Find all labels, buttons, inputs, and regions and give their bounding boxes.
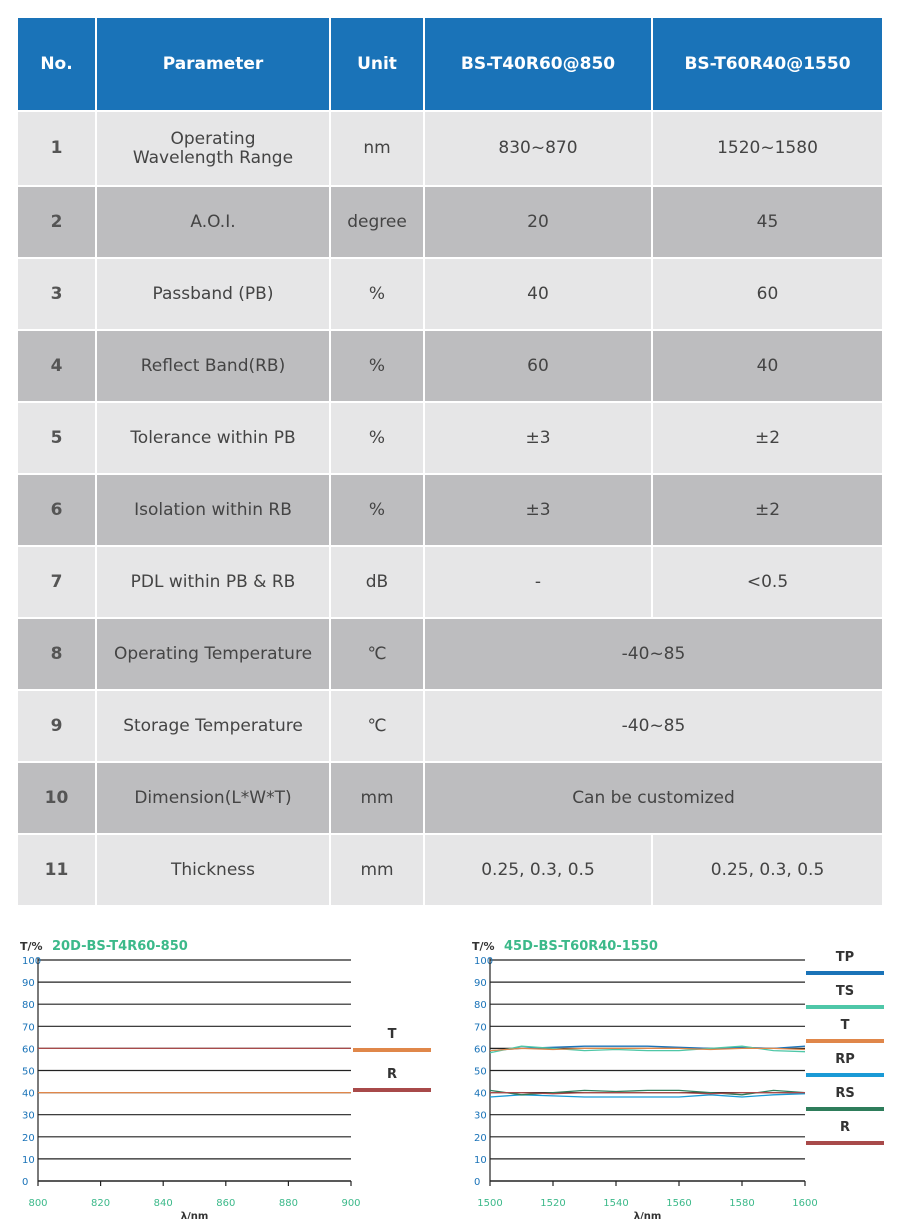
legend-swatch <box>353 1048 431 1052</box>
series-line-r <box>490 1093 805 1094</box>
value-cell-850: - <box>424 546 652 618</box>
y-tick-label: 10 <box>22 1154 35 1166</box>
y-tick-label: 50 <box>474 1066 487 1078</box>
y-tick-label: 30 <box>22 1110 35 1122</box>
parameter-cell: Storage Temperature <box>96 690 330 762</box>
y-axis-label: T/% <box>472 940 495 953</box>
unit-cell: ℃ <box>330 690 424 762</box>
legend-item-r <box>806 1120 884 1145</box>
y-tick-label: 100 <box>474 956 494 967</box>
legend-swatch <box>806 1073 884 1077</box>
legend-label: T <box>387 1027 397 1042</box>
table-row <box>18 330 882 402</box>
unit-cell: mm <box>330 762 424 834</box>
unit-cell: degree <box>330 186 424 258</box>
parameter-cell: Operating Wavelength Range <box>96 111 330 186</box>
legend-label: RP <box>835 1052 855 1067</box>
value-cell-850: 40 <box>424 258 652 330</box>
table-row <box>18 186 882 258</box>
spec-table <box>18 18 882 907</box>
y-axis-label: T/% <box>20 940 43 953</box>
value-cell-1550: ±2 <box>652 474 882 546</box>
row-number: 7 <box>18 546 96 618</box>
legend-label: TS <box>835 984 855 999</box>
x-tick-label: 1580 <box>729 1198 755 1209</box>
header-model-850: BS-T40R60@850 <box>424 18 652 111</box>
value-cell-1550: 0.25, 0.3, 0.5 <box>652 834 882 906</box>
table-row <box>18 762 882 834</box>
merged-value-cell: -40~85 <box>424 690 882 762</box>
value-cell-1550: 1520~1580 <box>652 111 882 186</box>
header-no: No. <box>18 18 96 111</box>
y-tick-label: 60 <box>474 1044 487 1056</box>
legend-label: T <box>840 1018 850 1033</box>
row-number: 10 <box>18 762 96 834</box>
x-axis-label: λ/nm <box>180 1211 209 1219</box>
x-tick-label: 900 <box>341 1198 361 1209</box>
y-tick-label: 0 <box>474 1177 481 1188</box>
y-tick-label: 10 <box>474 1154 487 1166</box>
legend-label: R <box>839 1120 850 1135</box>
merged-value-cell: Can be customized <box>424 762 882 834</box>
legend-label: R <box>386 1067 397 1082</box>
y-tick-label: 20 <box>22 1132 35 1144</box>
table-row <box>18 402 882 474</box>
y-tick-label: 40 <box>22 1088 35 1100</box>
legend-item-rs <box>806 1086 884 1111</box>
value-cell-1550: <0.5 <box>652 546 882 618</box>
y-tick-label: 20 <box>474 1132 487 1144</box>
header-parameter: Parameter <box>96 18 330 111</box>
y-tick-label: 70 <box>474 1022 487 1034</box>
value-cell-850: ±3 <box>424 474 652 546</box>
row-number: 3 <box>18 258 96 330</box>
table-row <box>18 258 882 330</box>
x-tick-label: 820 <box>91 1198 111 1209</box>
value-cell-1550: 40 <box>652 330 882 402</box>
header-row <box>18 18 882 111</box>
parameter-cell: Thickness <box>96 834 330 906</box>
x-tick-label: 860 <box>216 1198 236 1209</box>
legend-item-ts <box>806 984 884 1009</box>
value-cell-1550: 60 <box>652 258 882 330</box>
value-cell-850: 20 <box>424 186 652 258</box>
legend-swatch <box>806 1039 884 1043</box>
legend-swatch <box>806 971 884 975</box>
parameter-cell: PDL within PB & RB <box>96 546 330 618</box>
parameter-cell: Dimension(L*W*T) <box>96 762 330 834</box>
spec-table-body <box>18 111 882 906</box>
parameter-cell: Tolerance within PB <box>96 402 330 474</box>
legend-item-t <box>806 1018 884 1043</box>
table-row <box>18 546 882 618</box>
value-cell-850: ±3 <box>424 402 652 474</box>
table-row <box>18 618 882 690</box>
legend-swatch <box>806 1107 884 1111</box>
y-tick-label: 100 <box>22 956 42 967</box>
value-cell-1550: ±2 <box>652 402 882 474</box>
table-row <box>18 690 882 762</box>
legend-item-rp <box>806 1052 884 1077</box>
merged-value-cell: -40~85 <box>424 618 882 690</box>
unit-cell: % <box>330 258 424 330</box>
unit-cell: mm <box>330 834 424 906</box>
y-tick-label: 80 <box>22 1000 35 1012</box>
chart-850-legend <box>353 1027 431 1127</box>
row-number: 9 <box>18 690 96 762</box>
parameter-cell: Isolation within RB <box>96 474 330 546</box>
legend-label: TP <box>835 950 855 965</box>
x-tick-label: 1560 <box>666 1198 692 1209</box>
x-tick-label: 1500 <box>477 1198 503 1209</box>
y-tick-label: 40 <box>474 1088 487 1100</box>
y-tick-label: 90 <box>474 978 487 990</box>
legend-item-tp <box>806 950 884 975</box>
parameter-cell: Operating Temperature <box>96 618 330 690</box>
y-tick-label: 50 <box>22 1066 35 1078</box>
row-number: 6 <box>18 474 96 546</box>
legend-swatch <box>353 1088 431 1092</box>
row-number: 1 <box>18 111 96 186</box>
legend-item-t <box>353 1027 431 1052</box>
x-tick-label: 800 <box>28 1198 48 1209</box>
legend-label: RS <box>835 1086 855 1101</box>
row-number: 5 <box>18 402 96 474</box>
row-number: 4 <box>18 330 96 402</box>
y-tick-label: 90 <box>22 978 35 990</box>
y-tick-label: 0 <box>22 1177 29 1188</box>
legend-swatch <box>806 1141 884 1145</box>
x-tick-label: 880 <box>278 1198 298 1209</box>
chart-title: 45D-BS-T60R40-1550 <box>504 939 658 954</box>
value-cell-850: 830~870 <box>424 111 652 186</box>
row-number: 11 <box>18 834 96 906</box>
chart-title: 20D-BS-T4R60-850 <box>52 939 188 954</box>
x-axis-label: λ/nm <box>633 1211 662 1219</box>
unit-cell: ℃ <box>330 618 424 690</box>
value-cell-1550: 45 <box>652 186 882 258</box>
table-row <box>18 111 882 186</box>
unit-cell: dB <box>330 546 424 618</box>
header-unit: Unit <box>330 18 424 111</box>
unit-cell: % <box>330 402 424 474</box>
chart-1550-legend <box>806 950 884 1170</box>
header-model-1550: BS-T60R40@1550 <box>652 18 882 111</box>
value-cell-850: 60 <box>424 330 652 402</box>
legend-item-r <box>353 1067 431 1092</box>
parameter-cell: A.O.I. <box>96 186 330 258</box>
unit-cell: nm <box>330 111 424 186</box>
y-tick-label: 60 <box>22 1044 35 1056</box>
row-number: 2 <box>18 186 96 258</box>
x-tick-label: 840 <box>153 1198 173 1209</box>
value-cell-850: 0.25, 0.3, 0.5 <box>424 834 652 906</box>
y-tick-label: 30 <box>474 1110 487 1122</box>
x-tick-label: 1520 <box>540 1198 566 1209</box>
y-tick-label: 70 <box>22 1022 35 1034</box>
unit-cell: % <box>330 330 424 402</box>
y-tick-label: 80 <box>474 1000 487 1012</box>
x-tick-label: 1540 <box>603 1198 629 1209</box>
unit-cell: % <box>330 474 424 546</box>
table-row <box>18 834 882 906</box>
x-tick-label: 1600 <box>792 1198 818 1209</box>
table-row <box>18 474 882 546</box>
parameter-cell: Passband (PB) <box>96 258 330 330</box>
parameter-cell: Reflect Band(RB) <box>96 330 330 402</box>
legend-swatch <box>806 1005 884 1009</box>
row-number: 8 <box>18 618 96 690</box>
